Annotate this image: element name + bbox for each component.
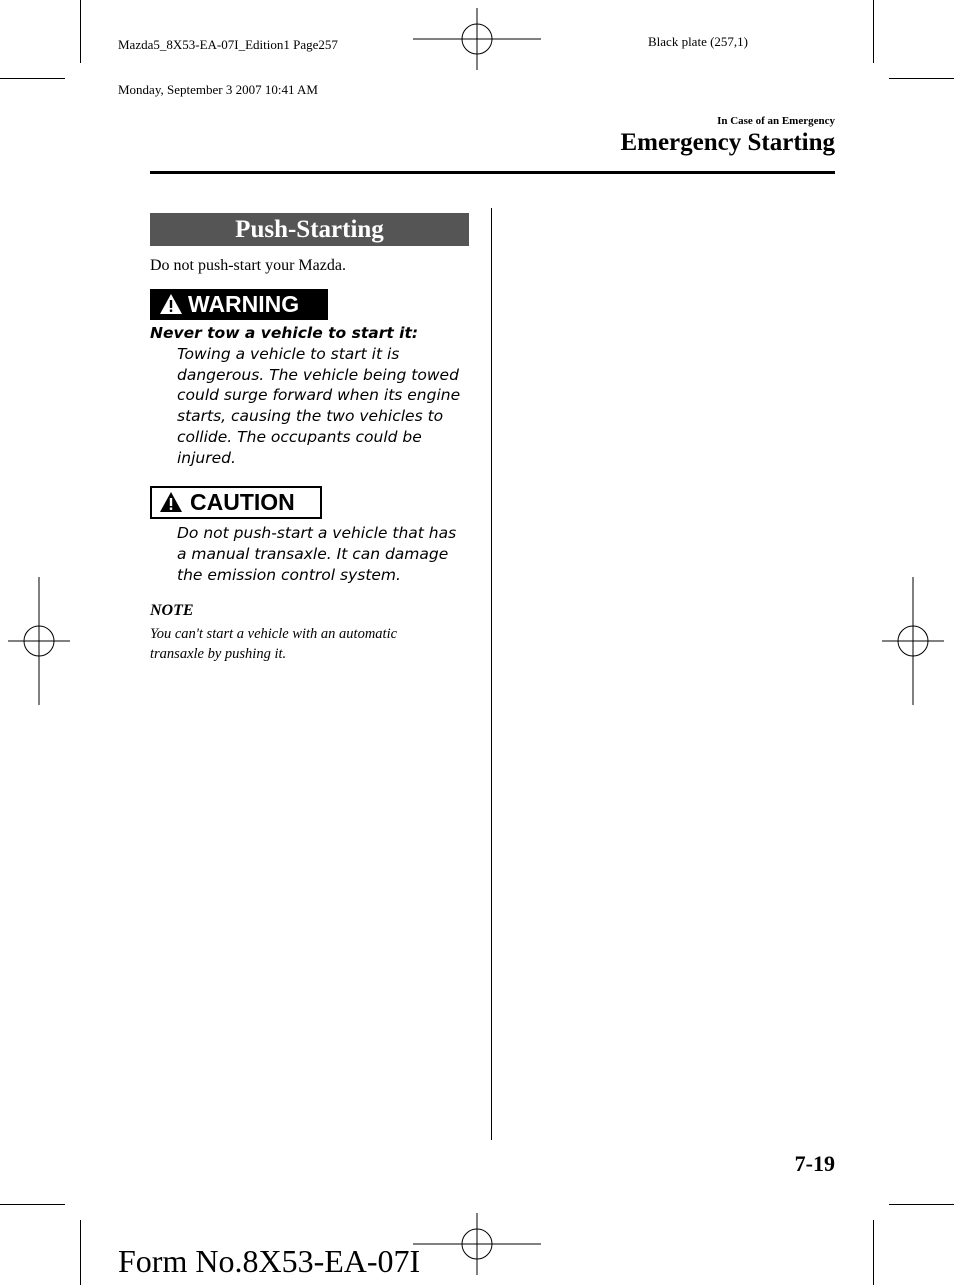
print-meta-file: Mazda5_8X53-EA-07I_Edition1 Page257 xyxy=(118,37,338,52)
page-number: 7-19 xyxy=(794,1151,835,1176)
warning-line: starts, causing the two vehicles to xyxy=(177,407,444,426)
registration-mark-icon xyxy=(413,1213,541,1275)
exclamation-triangle-icon xyxy=(159,491,183,513)
warning-line: collide. The occupants could be xyxy=(177,427,422,446)
registration-mark-icon xyxy=(8,577,70,705)
caution-line: the emission control system. xyxy=(177,565,401,584)
print-meta xyxy=(118,7,338,112)
crop-mark xyxy=(873,0,874,63)
column-divider xyxy=(491,208,492,1140)
form-number: Form No.8X53-EA-07I xyxy=(118,1243,421,1279)
print-meta-date: Monday, September 3 2007 10:41 AM xyxy=(118,82,318,97)
warning-line: dangerous. The vehicle being towed xyxy=(177,365,459,384)
caution-body xyxy=(150,523,470,585)
crop-mark xyxy=(80,0,81,63)
caution-label: CAUTION xyxy=(190,489,295,515)
crop-mark xyxy=(889,78,954,79)
warning-line: injured. xyxy=(177,448,236,467)
section-heading: Push-Starting xyxy=(150,213,469,246)
warning-text xyxy=(150,323,470,469)
warning-label: WARNING xyxy=(188,291,300,317)
intro-text: Do not push-start your Mazda. xyxy=(150,257,346,274)
warning-line: Towing a vehicle to start it is xyxy=(177,344,400,363)
crop-mark xyxy=(80,1220,81,1285)
caution-line: a manual transaxle. It can damage xyxy=(177,544,449,563)
registration-mark-icon xyxy=(413,8,541,70)
warning-line: could surge forward when its engine xyxy=(177,386,461,405)
warning-lead: Never tow a vehicle to start it: xyxy=(150,324,419,342)
caution-badge xyxy=(150,486,322,519)
note-line: You can't start a vehicle with an automatic xyxy=(150,626,398,642)
chapter-label: In Case of an Emergency xyxy=(717,115,835,127)
warning-badge xyxy=(150,289,328,320)
crop-mark xyxy=(873,1220,874,1285)
exclamation-triangle-icon xyxy=(159,293,183,315)
crop-mark xyxy=(0,78,65,79)
warning-body xyxy=(150,344,470,469)
note-line: transaxle by pushing it. xyxy=(150,646,287,662)
header-rule xyxy=(150,171,835,174)
registration-mark-icon xyxy=(882,577,944,705)
note-label: NOTE xyxy=(150,602,194,619)
note-text xyxy=(150,624,470,664)
page-title: Emergency Starting xyxy=(620,129,835,156)
crop-mark xyxy=(889,1204,954,1205)
crop-mark xyxy=(0,1204,65,1205)
caution-text xyxy=(150,523,470,585)
plate-label: Black plate (257,1) xyxy=(648,34,748,49)
caution-line: Do not push-start a vehicle that has xyxy=(177,524,457,542)
